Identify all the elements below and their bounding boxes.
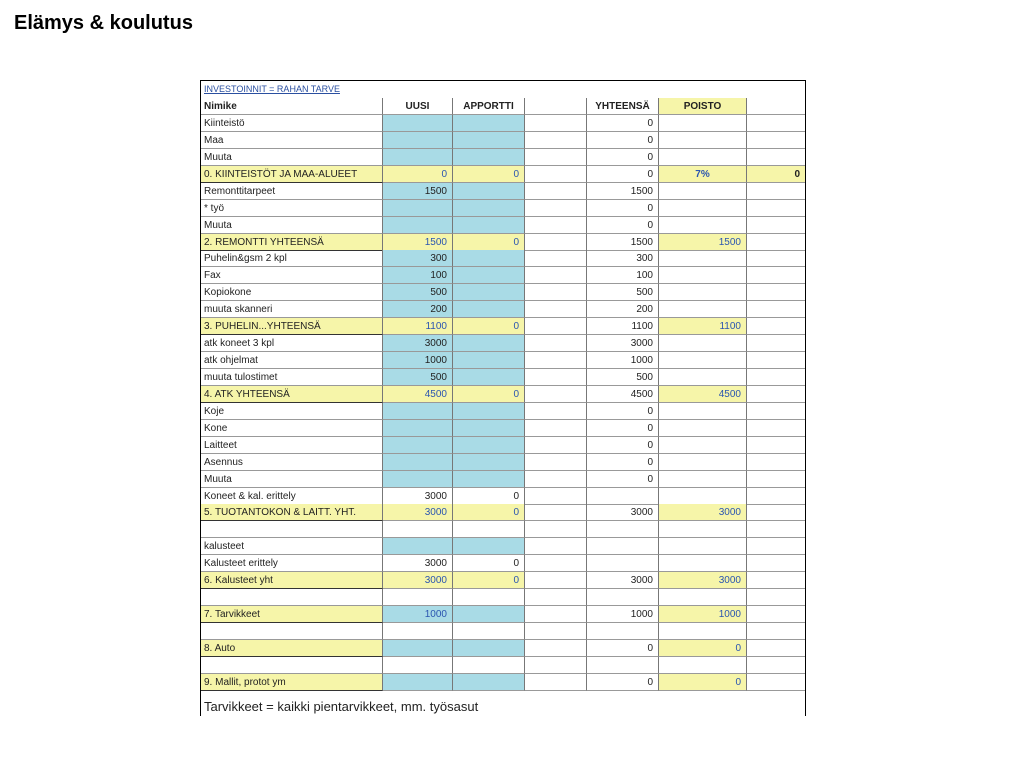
cell-empty [525,234,587,251]
cell-apportti[interactable] [453,149,525,166]
cell-uusi[interactable] [383,420,453,437]
cell-yhteensa: 100 [587,267,659,284]
header-extra [747,98,805,115]
cell-empty [525,521,587,538]
table-row [201,471,805,488]
header-row [201,98,805,115]
table-row [201,284,805,301]
cell-poisto [659,657,747,674]
cell-poisto: 0 [659,674,747,691]
cell-apportti[interactable] [453,115,525,132]
table-row [201,572,805,589]
cell-label: 2. REMONTTI YHTEENSÄ [201,234,383,251]
cell-label: Asennus [201,454,383,471]
cell-extra [747,183,805,200]
cell-label: muuta skanneri [201,301,383,318]
cell-uusi[interactable]: 3000 [383,555,453,572]
cell-extra [747,538,805,555]
cell-label: muuta tulostimet [201,369,383,386]
cell-extra [747,471,805,488]
cell-label: Muuta [201,471,383,488]
table-row [201,318,805,335]
cell-yhteensa: 300 [587,250,659,267]
table-row [201,301,805,318]
cell-empty [525,572,587,589]
cell-yhteensa: 1100 [587,318,659,335]
cell-poisto [659,132,747,149]
cell-uusi[interactable] [383,149,453,166]
cell-yhteensa: 4500 [587,386,659,403]
table-row [201,183,805,200]
cell-poisto: 7% [659,166,747,183]
cell-apportti[interactable] [453,420,525,437]
cell-uusi[interactable]: 100 [383,267,453,284]
cell-poisto [659,115,747,132]
cell-apportti[interactable] [453,352,525,369]
header-apportti: APPORTTI [453,98,525,115]
cell-yhteensa: 0 [587,454,659,471]
sheet-title-link[interactable]: INVESTOINNIT = RAHAN TARVE [204,84,340,94]
cell-poisto [659,267,747,284]
cell-poisto: 3000 [659,572,747,589]
cell-uusi[interactable]: 1000 [383,352,453,369]
cell-empty [525,284,587,301]
cell-apportti[interactable]: 0 [453,504,525,521]
cell-extra [747,606,805,623]
table-row [201,149,805,166]
table-row [201,589,805,606]
cell-apportti[interactable] [453,369,525,386]
cell-extra [747,132,805,149]
cell-yhteensa: 3000 [587,335,659,352]
cell-apportti[interactable] [453,640,525,657]
cell-extra [747,217,805,234]
cell-empty [525,471,587,488]
cell-apportti[interactable]: 0 [453,555,525,572]
cell-apportti[interactable] [453,335,525,352]
cell-uusi[interactable]: 0 [383,166,453,183]
cell-yhteensa [587,589,659,606]
cell-extra [747,352,805,369]
table-row [201,166,805,183]
cell-empty [525,674,587,691]
cell-empty [525,386,587,403]
cell-label: * työ [201,200,383,217]
cell-poisto [659,369,747,386]
cell-uusi[interactable]: 1000 [383,606,453,623]
cell-label: Kiinteistö [201,115,383,132]
cell-uusi[interactable] [383,471,453,488]
cell-poisto [659,538,747,555]
cell-extra [747,572,805,589]
cell-extra [747,420,805,437]
cell-uusi[interactable] [383,115,453,132]
cell-label: 8. Auto [201,640,383,657]
cell-uusi[interactable] [383,132,453,149]
cell-extra [747,657,805,674]
cell-apportti[interactable] [453,200,525,217]
cell-extra [747,234,805,251]
cell-yhteensa: 0 [587,640,659,657]
cell-poisto [659,437,747,454]
cell-poisto [659,200,747,217]
cell-empty [525,352,587,369]
cell-apportti[interactable]: 0 [453,318,525,335]
cell-uusi[interactable]: 500 [383,284,453,301]
cell-apportti[interactable] [453,623,525,640]
table-row [201,437,805,454]
cell-extra [747,250,805,267]
cell-label [201,521,383,538]
cell-apportti[interactable] [453,403,525,420]
cell-yhteensa: 0 [587,200,659,217]
cell-apportti[interactable] [453,437,525,454]
cell-yhteensa [587,538,659,555]
cell-yhteensa: 1000 [587,352,659,369]
table-row [201,217,805,234]
cell-empty [525,657,587,674]
cell-yhteensa: 1500 [587,183,659,200]
cell-poisto [659,420,747,437]
cell-poisto [659,471,747,488]
cell-extra: 0 [747,166,805,183]
cell-yhteensa: 0 [587,115,659,132]
cell-uusi[interactable] [383,454,453,471]
table-row [201,234,805,251]
cell-poisto [659,555,747,572]
cell-poisto [659,352,747,369]
cell-label: 7. Tarvikkeet [201,606,383,623]
cell-uusi[interactable] [383,521,453,538]
cell-empty [525,606,587,623]
cell-yhteensa: 0 [587,149,659,166]
cell-extra [747,369,805,386]
cell-apportti[interactable]: 0 [453,386,525,403]
table-row [201,250,805,267]
cell-extra [747,115,805,132]
cell-apportti[interactable] [453,521,525,538]
cell-empty [525,640,587,657]
cell-extra [747,318,805,335]
header-uusi: UUSI [383,98,453,115]
cell-yhteensa [587,521,659,538]
cell-uusi[interactable] [383,623,453,640]
cell-uusi[interactable]: 3000 [383,572,453,589]
table-row [201,267,805,284]
cell-empty [525,488,587,505]
cell-yhteensa: 0 [587,420,659,437]
cell-poisto [659,183,747,200]
cell-label [201,657,383,674]
cell-yhteensa: 0 [587,217,659,234]
cell-poisto [659,335,747,352]
cell-poisto [659,301,747,318]
cell-empty [525,200,587,217]
cell-apportti[interactable] [453,250,525,267]
cell-extra [747,504,805,521]
cell-poisto [659,454,747,471]
cell-empty [525,183,587,200]
cell-extra [747,267,805,284]
cell-empty [525,623,587,640]
cell-label: 3. PUHELIN...YHTEENSÄ [201,318,383,335]
cell-empty [525,318,587,335]
cell-empty [525,437,587,454]
cell-empty [525,538,587,555]
cell-uusi[interactable]: 1500 [383,234,453,251]
cell-extra [747,403,805,420]
cell-empty [525,555,587,572]
cell-poisto [659,589,747,606]
cell-uusi[interactable]: 1100 [383,318,453,335]
table-row [201,606,805,623]
cell-apportti[interactable] [453,589,525,606]
cell-extra [747,555,805,572]
cell-empty [525,217,587,234]
cell-uusi[interactable]: 1500 [383,183,453,200]
cell-yhteensa [587,657,659,674]
cell-yhteensa: 0 [587,674,659,691]
cell-label: Kalusteet erittely [201,555,383,572]
cell-label: Fax [201,267,383,284]
cell-apportti[interactable] [453,301,525,318]
cell-apportti[interactable] [453,606,525,623]
cell-apportti[interactable] [453,132,525,149]
cell-poisto [659,403,747,420]
cell-uusi[interactable]: 200 [383,301,453,318]
cell-label: Remonttitarpeet [201,183,383,200]
cell-extra [747,386,805,403]
cell-label: 5. TUOTANTOKON & LAITT. YHT. [201,504,383,521]
cell-empty [525,454,587,471]
table-row [201,623,805,640]
cell-extra [747,284,805,301]
cell-uusi[interactable] [383,538,453,555]
cell-poisto: 1100 [659,318,747,335]
cell-uusi[interactable]: 3000 [383,335,453,352]
cell-poisto: 3000 [659,504,747,521]
cell-apportti[interactable] [453,674,525,691]
table-row [201,200,805,217]
cell-yhteensa: 1000 [587,606,659,623]
cell-yhteensa: 0 [587,166,659,183]
cell-uusi[interactable] [383,674,453,691]
cell-label: Koje [201,403,383,420]
table-row [201,115,805,132]
cell-uusi[interactable] [383,437,453,454]
table-row [201,521,805,538]
table-row [201,132,805,149]
cell-apportti[interactable]: 0 [453,234,525,251]
cell-yhteensa: 0 [587,437,659,454]
cell-extra [747,521,805,538]
cell-apportti[interactable] [453,183,525,200]
cell-label [201,623,383,640]
cell-extra [747,623,805,640]
cell-uusi[interactable] [383,640,453,657]
cell-empty [525,335,587,352]
cell-uusi[interactable] [383,200,453,217]
cell-extra [747,488,805,505]
cell-empty [525,589,587,606]
cell-uusi[interactable]: 500 [383,369,453,386]
cell-label [201,589,383,606]
table-row [201,420,805,437]
cell-apportti[interactable]: 0 [453,488,525,505]
table-row [201,538,805,555]
cell-poisto [659,488,747,505]
cell-apportti[interactable] [453,454,525,471]
header-poisto: POISTO [659,98,747,115]
cell-empty [525,369,587,386]
cell-label: atk ohjelmat [201,352,383,369]
cell-poisto [659,623,747,640]
cell-empty [525,166,587,183]
cell-uusi[interactable] [383,589,453,606]
cell-yhteensa: 500 [587,369,659,386]
cell-apportti[interactable] [453,284,525,301]
cell-uusi[interactable]: 3000 [383,504,453,521]
table-row [201,555,805,572]
table-row [201,657,805,674]
cell-extra [747,301,805,318]
cell-yhteensa [587,623,659,640]
table-row [201,504,805,521]
cell-label: Laitteet [201,437,383,454]
cell-label: Muuta [201,149,383,166]
cell-empty [525,149,587,166]
cell-empty [525,132,587,149]
cell-label: 0. KIINTEISTÖT JA MAA-ALUEET [201,166,383,183]
table-row [201,369,805,386]
footer-note: Tarvikkeet = kaikki pientarvikkeet, mm. työsasut [204,699,479,714]
cell-yhteensa [587,555,659,572]
cell-yhteensa: 0 [587,132,659,149]
cell-apportti[interactable]: 0 [453,572,525,589]
cell-empty [525,420,587,437]
cell-label: 4. ATK YHTEENSÄ [201,386,383,403]
cell-yhteensa: 0 [587,403,659,420]
cell-extra [747,200,805,217]
cell-empty [525,403,587,420]
cell-uusi[interactable] [383,657,453,674]
cell-extra [747,335,805,352]
cell-apportti[interactable] [453,471,525,488]
cell-yhteensa: 200 [587,301,659,318]
cell-poisto: 0 [659,640,747,657]
table-row [201,386,805,403]
cell-uusi[interactable] [383,217,453,234]
cell-label: atk koneet 3 kpl [201,335,383,352]
cell-apportti[interactable]: 0 [453,166,525,183]
cell-yhteensa [587,488,659,505]
cell-uusi[interactable]: 4500 [383,386,453,403]
cell-uusi[interactable]: 3000 [383,488,453,505]
table-row [201,335,805,352]
cell-empty [525,115,587,132]
table-row [201,674,805,691]
cell-poisto: 1000 [659,606,747,623]
cell-uusi[interactable]: 300 [383,250,453,267]
cell-poisto [659,149,747,166]
cell-uusi[interactable] [383,403,453,420]
cell-poisto [659,217,747,234]
cell-yhteensa: 500 [587,284,659,301]
cell-label: 6. Kalusteet yht [201,572,383,589]
cell-label: 9. Mallit, protot ym [201,674,383,691]
cell-poisto [659,521,747,538]
cell-extra [747,454,805,471]
cell-label: Maa [201,132,383,149]
cell-extra [747,589,805,606]
cell-yhteensa: 3000 [587,504,659,521]
cell-label: Koneet & kal. erittely [201,488,383,505]
cell-label: Muuta [201,217,383,234]
cell-extra [747,640,805,657]
table-row [201,403,805,420]
cell-extra [747,149,805,166]
cell-empty [525,301,587,318]
cell-poisto: 4500 [659,386,747,403]
cell-yhteensa: 1500 [587,234,659,251]
cell-yhteensa: 0 [587,471,659,488]
table-row [201,454,805,471]
cell-label: Kopiokone [201,284,383,301]
cell-poisto: 1500 [659,234,747,251]
header-empty [525,98,587,115]
cell-label: Puhelin&gsm 2 kpl [201,250,383,267]
cell-apportti[interactable] [453,657,525,674]
page-title: Elämys & koulutus [14,12,193,34]
cell-apportti[interactable] [453,538,525,555]
cell-label: kalusteet [201,538,383,555]
cell-extra [747,674,805,691]
cell-empty [525,250,587,267]
cell-empty [525,267,587,284]
table-row [201,352,805,369]
cell-extra [747,437,805,454]
cell-apportti[interactable] [453,217,525,234]
cell-poisto [659,284,747,301]
cell-apportti[interactable] [453,267,525,284]
investment-spreadsheet [200,80,806,716]
cell-empty [525,504,587,521]
table-row [201,640,805,657]
cell-label: Kone [201,420,383,437]
header-nimike: Nimike [201,98,383,115]
header-yhteensa: YHTEENSÄ [587,98,659,115]
table-row [201,488,805,505]
cell-yhteensa: 3000 [587,572,659,589]
cell-poisto [659,250,747,267]
